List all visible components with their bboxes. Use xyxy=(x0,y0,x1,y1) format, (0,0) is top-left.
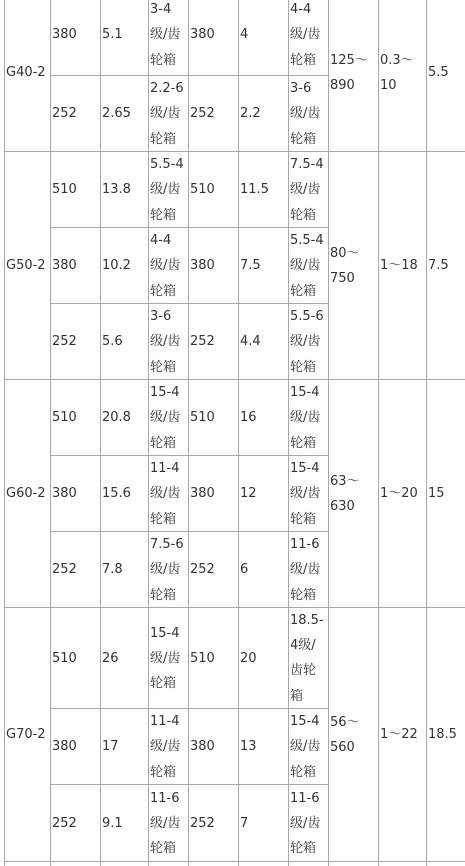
value-cell: 4.4 xyxy=(240,334,261,350)
value-cell: 18.5 xyxy=(428,727,457,743)
row-border xyxy=(50,708,328,709)
column-border xyxy=(328,0,329,866)
row-border xyxy=(50,531,328,532)
column-border xyxy=(188,0,189,866)
speed-cell: 510 xyxy=(190,410,215,426)
value-cell: 15 xyxy=(428,486,445,502)
spec-cell: 15-4 级/齿 轮箱 xyxy=(290,385,321,451)
speed-cell: 380 xyxy=(190,27,215,43)
model-cell: G40-2 xyxy=(6,65,46,81)
column-border xyxy=(50,0,51,866)
speed-cell: 252 xyxy=(52,562,77,578)
spec-cell: 3-4 级/齿 轮箱 xyxy=(150,2,181,68)
group-border xyxy=(4,151,465,152)
speed-cell: 252 xyxy=(190,815,215,831)
value-cell: 20.8 xyxy=(102,410,131,426)
column-border xyxy=(238,0,239,866)
spec-cell: 11-6 级/齿 轮箱 xyxy=(150,790,181,857)
speed-cell: 380 xyxy=(52,486,77,502)
column-border xyxy=(426,0,427,866)
value-cell: 13 xyxy=(240,739,257,755)
value-cell: 7.5 xyxy=(240,258,261,274)
speed-cell: 510 xyxy=(190,182,215,198)
spec-cell: 7.5-4 级/齿 轮箱 xyxy=(290,157,324,223)
value-cell: 17 xyxy=(102,739,119,755)
value-cell: 9.1 xyxy=(102,815,123,831)
row-border xyxy=(50,75,328,76)
range-cell: 1～20 xyxy=(380,486,418,502)
speed-cell: 510 xyxy=(52,410,77,426)
speed-cell: 510 xyxy=(52,182,77,198)
value-cell: 5.1 xyxy=(102,27,123,43)
speed-cell: 380 xyxy=(190,258,215,274)
speed-cell: 380 xyxy=(52,739,77,755)
value-cell: 4 xyxy=(240,27,249,43)
group-border xyxy=(4,861,465,862)
value-cell: 7.5 xyxy=(428,258,449,274)
value-cell: 2.65 xyxy=(102,106,131,122)
range-cell: 125～ 890 xyxy=(330,52,368,93)
speed-cell: 252 xyxy=(52,815,77,831)
value-cell: 20 xyxy=(240,650,257,666)
model-cell: G70-2 xyxy=(6,727,46,743)
spec-cell: 5.5-4 级/齿 轮箱 xyxy=(290,233,324,299)
spec-cell: 15-4 级/齿 轮箱 xyxy=(150,625,181,692)
spec-cell: 4-4 级/齿 轮箱 xyxy=(150,233,181,299)
speed-cell: 252 xyxy=(190,562,215,578)
range-cell: 0.3～ 10 xyxy=(380,52,414,93)
model-cell: G50-2 xyxy=(6,258,46,274)
value-cell: 12 xyxy=(240,486,257,502)
value-cell: 5.6 xyxy=(102,334,123,350)
value-cell: 7.8 xyxy=(102,562,123,578)
column-border xyxy=(100,0,101,866)
row-border xyxy=(50,303,328,304)
spec-cell: 4-4 级/齿 轮箱 xyxy=(290,2,321,68)
range-cell: 1～22 xyxy=(380,727,418,743)
column-border xyxy=(378,0,379,866)
column-border xyxy=(288,0,289,866)
column-border xyxy=(4,0,5,866)
spec-cell: 5.5-6 级/齿 轮箱 xyxy=(290,309,324,375)
spec-cell: 2.2-6 级/齿 轮箱 xyxy=(150,81,184,147)
value-cell: 16 xyxy=(240,410,257,426)
value-cell: 15.6 xyxy=(102,486,131,502)
spec-cell: 11-4 级/齿 轮箱 xyxy=(150,461,181,527)
value-cell: 10.2 xyxy=(102,258,131,274)
spec-cell: 11-4 级/齿 轮箱 xyxy=(150,714,181,780)
group-border xyxy=(4,379,465,380)
speed-cell: 252 xyxy=(52,334,77,350)
spec-cell: 3-6 级/齿 轮箱 xyxy=(150,309,181,375)
spec-cell: 15-4 级/齿 轮箱 xyxy=(150,385,181,451)
spec-cell: 7.5-6 级/齿 轮箱 xyxy=(150,537,184,603)
range-cell: 1～18 xyxy=(380,258,418,274)
speed-cell: 252 xyxy=(190,334,215,350)
row-border xyxy=(50,227,328,228)
speed-cell: 380 xyxy=(52,27,77,43)
group-border xyxy=(4,607,465,608)
value-cell: 13.8 xyxy=(102,182,131,198)
range-cell: 56～ 560 xyxy=(330,714,360,755)
speed-cell: 252 xyxy=(190,106,215,122)
model-cell: G60-2 xyxy=(6,486,46,502)
value-cell: 5.5 xyxy=(428,65,449,81)
spec-cell: 5.5-4 级/齿 轮箱 xyxy=(150,157,184,223)
value-cell: 11.5 xyxy=(240,182,269,198)
range-cell: 80～ 750 xyxy=(330,245,360,286)
row-border xyxy=(50,784,328,785)
speed-cell: 380 xyxy=(52,258,77,274)
spec-cell: 3-6 级/齿 轮箱 xyxy=(290,81,321,147)
spec-cell: 18.5- 4级/ 齿轮 箱 xyxy=(290,612,324,704)
speed-cell: 380 xyxy=(190,739,215,755)
spec-cell: 15-4 级/齿 轮箱 xyxy=(290,714,321,780)
range-cell: 63～ 630 xyxy=(330,473,360,514)
spec-cell: 11-6 级/齿 轮箱 xyxy=(290,537,321,603)
value-cell: 6 xyxy=(240,562,249,578)
column-border xyxy=(148,0,149,866)
value-cell: 2.2 xyxy=(240,106,261,122)
speed-cell: 510 xyxy=(52,650,77,666)
spec-cell: 15-4 级/齿 轮箱 xyxy=(290,461,321,527)
speed-cell: 510 xyxy=(190,650,215,666)
speed-cell: 252 xyxy=(52,106,77,122)
value-cell: 26 xyxy=(102,650,119,666)
row-border xyxy=(50,455,328,456)
spec-cell: 11-6 级/齿 轮箱 xyxy=(290,790,321,857)
speed-cell: 380 xyxy=(190,486,215,502)
value-cell: 7 xyxy=(240,815,249,831)
